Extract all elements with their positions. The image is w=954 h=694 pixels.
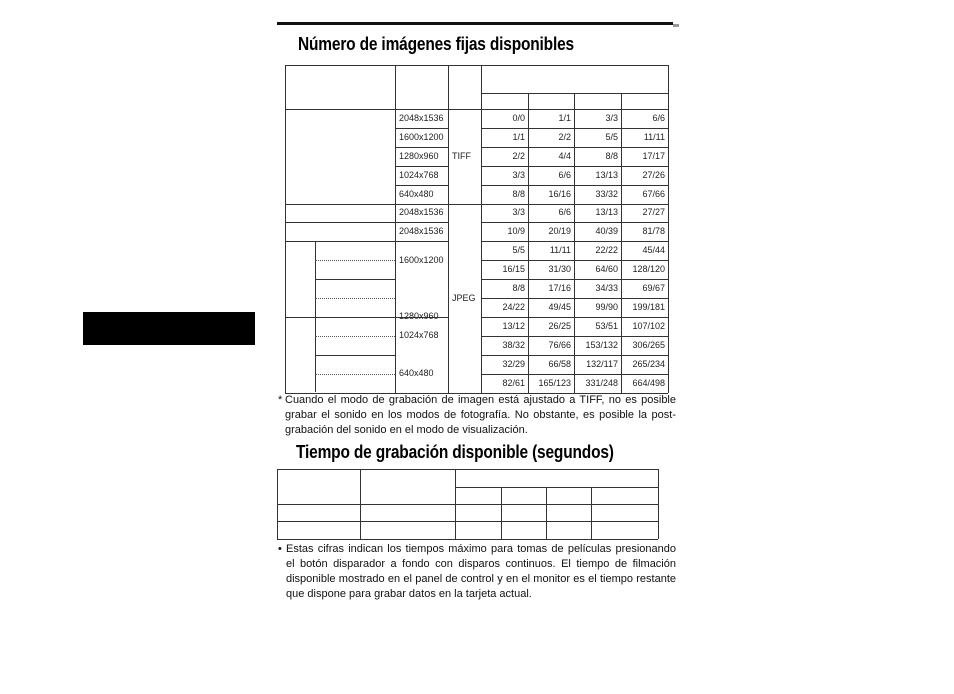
value-cell: 8/8 xyxy=(512,283,525,294)
value-cell: 40/39 xyxy=(595,226,618,237)
header-subdivider xyxy=(455,487,658,488)
value-cell: 306/265 xyxy=(632,339,665,350)
format-cell-tiff: TIFF xyxy=(452,150,471,161)
group-line xyxy=(285,204,395,205)
footnote-bullet: • xyxy=(278,543,282,555)
value-cell: 2/2 xyxy=(512,150,525,161)
value-cell: 0/0 xyxy=(512,112,525,123)
top-rule xyxy=(277,22,673,25)
tiff-footnote xyxy=(278,393,676,438)
footnote-text: Cuando el modo de grabación de imagen está ajustado a TIFF, no es posible grabar el sonido en los modos de fotografía. No obstante, es posible la post-grabación del sonido en el modo de visualización. xyxy=(285,394,676,436)
header-col-divider xyxy=(448,65,449,109)
format-cell-jpeg: JPEG xyxy=(452,292,476,303)
value-cell: 17/16 xyxy=(548,283,571,294)
value-cell: 6/6 xyxy=(558,207,571,218)
resolution-cell: 2048x1536 xyxy=(399,112,444,123)
header-sub-divider xyxy=(621,93,622,109)
value-cell: 33/32 xyxy=(595,188,618,199)
value-cell: 4/4 xyxy=(558,150,571,161)
subgroup-line xyxy=(315,355,395,356)
value-cell: 199/181 xyxy=(632,301,665,312)
value-cell: 13/13 xyxy=(595,169,618,180)
value-cell: 153/132 xyxy=(585,339,618,350)
resolution-cell: 1280x960 xyxy=(399,150,439,161)
subgroup-line xyxy=(315,279,395,280)
value-cell: 20/19 xyxy=(548,226,571,237)
header-sub-divider xyxy=(574,93,575,109)
value-cell: 8/8 xyxy=(512,188,525,199)
value-cell: 11/11 xyxy=(549,245,571,256)
dotted-row-line xyxy=(315,298,395,299)
header-col-divider xyxy=(395,65,396,109)
value-cell: 13/12 xyxy=(502,320,525,331)
table-top-border xyxy=(277,469,658,470)
value-cell: 27/27 xyxy=(642,207,665,218)
heading-still-images: Número de imágenes fijas disponibles xyxy=(298,34,574,54)
resolution-cell: 640x480 xyxy=(399,368,434,379)
resolution-cell: 1280x960 xyxy=(399,311,439,322)
header-bottom-border xyxy=(277,504,658,505)
resolution-cell: 1024x768 xyxy=(399,169,439,180)
resolution-cell: 640x480 xyxy=(399,188,434,199)
value-cell: 22/22 xyxy=(595,245,618,256)
top-rule-shadow xyxy=(673,24,679,27)
resolution-cell: 2048x1536 xyxy=(399,226,444,237)
value-cell: 5/5 xyxy=(512,245,525,256)
value-cell: 26/25 xyxy=(548,320,571,331)
value-cell: 11/11 xyxy=(643,131,665,142)
row-line xyxy=(277,521,658,522)
dotted-row-line xyxy=(315,260,395,261)
dotted-row-line xyxy=(315,374,395,375)
value-cell: 265/234 xyxy=(632,358,665,369)
value-cell: 10/9 xyxy=(507,226,525,237)
value-cell: 1/1 xyxy=(558,112,571,123)
resolution-cell: 1600x1200 xyxy=(399,254,444,265)
footnote-text: Estas cifras indican los tiempos máximo para tomas de películas presionando el botón disparador a fondo con disparos continuos. El tiempo de filmación disponible mostrado en el panel de control y en el monitor es el tiempo restante que dispone para grabar datos en la tarjeta actual. xyxy=(286,543,676,600)
value-cell: 45/44 xyxy=(642,245,665,256)
value-cell: 76/66 xyxy=(548,339,571,350)
sub-col-divider xyxy=(546,487,547,539)
value-cell: 165/123 xyxy=(538,377,571,388)
value-cell: 81/78 xyxy=(642,226,665,237)
col-divider xyxy=(360,469,361,539)
table-left-border xyxy=(277,469,278,539)
footnote-mark: * xyxy=(278,394,283,406)
value-cell: 34/33 xyxy=(595,283,618,294)
section-tab xyxy=(83,312,255,345)
value-cell: 64/60 xyxy=(595,264,618,275)
value-cell: 3/3 xyxy=(512,169,525,180)
table-left-border xyxy=(285,65,286,393)
group-line xyxy=(285,241,395,242)
sub-col-divider xyxy=(591,487,592,539)
value-cell: 1/1 xyxy=(512,131,525,142)
header-sub-divider xyxy=(528,93,529,109)
value-cell: 331/248 xyxy=(585,377,618,388)
value-cell: 49/45 xyxy=(548,301,571,312)
value-cell: 69/67 xyxy=(642,283,665,294)
col-divider xyxy=(455,469,456,539)
value-cell: 13/13 xyxy=(595,207,618,218)
value-cell: 664/498 xyxy=(632,377,665,388)
value-cell: 17/17 xyxy=(642,150,665,161)
heading-recording-time: Tiempo de grabación disponible (segundos) xyxy=(296,442,614,462)
value-cell: 3/3 xyxy=(512,207,525,218)
value-cell: 99/90 xyxy=(595,301,618,312)
header-col-divider xyxy=(481,65,482,109)
resolution-cell: 1024x768 xyxy=(399,330,439,341)
value-cell: 38/32 xyxy=(502,339,525,350)
value-cell: 8/8 xyxy=(605,150,618,161)
table-bottom-border xyxy=(277,539,658,540)
value-cell: 5/5 xyxy=(605,131,618,142)
value-cell: 82/61 xyxy=(502,377,525,388)
value-cell: 6/6 xyxy=(652,112,665,123)
value-cell: 24/22 xyxy=(502,301,525,312)
value-cell: 53/51 xyxy=(595,320,618,331)
value-cell: 3/3 xyxy=(605,112,618,123)
value-cell: 128/120 xyxy=(632,264,665,275)
value-cell: 6/6 xyxy=(558,169,571,180)
dotted-row-line xyxy=(315,336,395,337)
group-line xyxy=(285,222,395,223)
value-cell: 16/16 xyxy=(548,188,571,199)
movie-footnote xyxy=(278,542,676,602)
value-cell: 2/2 xyxy=(558,131,571,142)
value-cell: 27/26 xyxy=(642,169,665,180)
value-cell: 16/15 xyxy=(502,264,525,275)
value-cell: 31/30 xyxy=(548,264,571,275)
value-cell: 66/58 xyxy=(548,358,571,369)
value-cell: 132/117 xyxy=(586,358,618,369)
table-right-border xyxy=(658,469,659,539)
resolution-cell: 1600x1200 xyxy=(399,131,444,142)
value-cell: 67/66 xyxy=(642,188,665,199)
resolution-cell: 2048x1536 xyxy=(399,207,444,218)
table-top-border xyxy=(285,65,668,66)
value-cell: 32/29 xyxy=(502,358,525,369)
table-right-border xyxy=(668,65,669,393)
sub-col-divider xyxy=(501,487,502,539)
value-cell: 107/102 xyxy=(632,320,665,331)
